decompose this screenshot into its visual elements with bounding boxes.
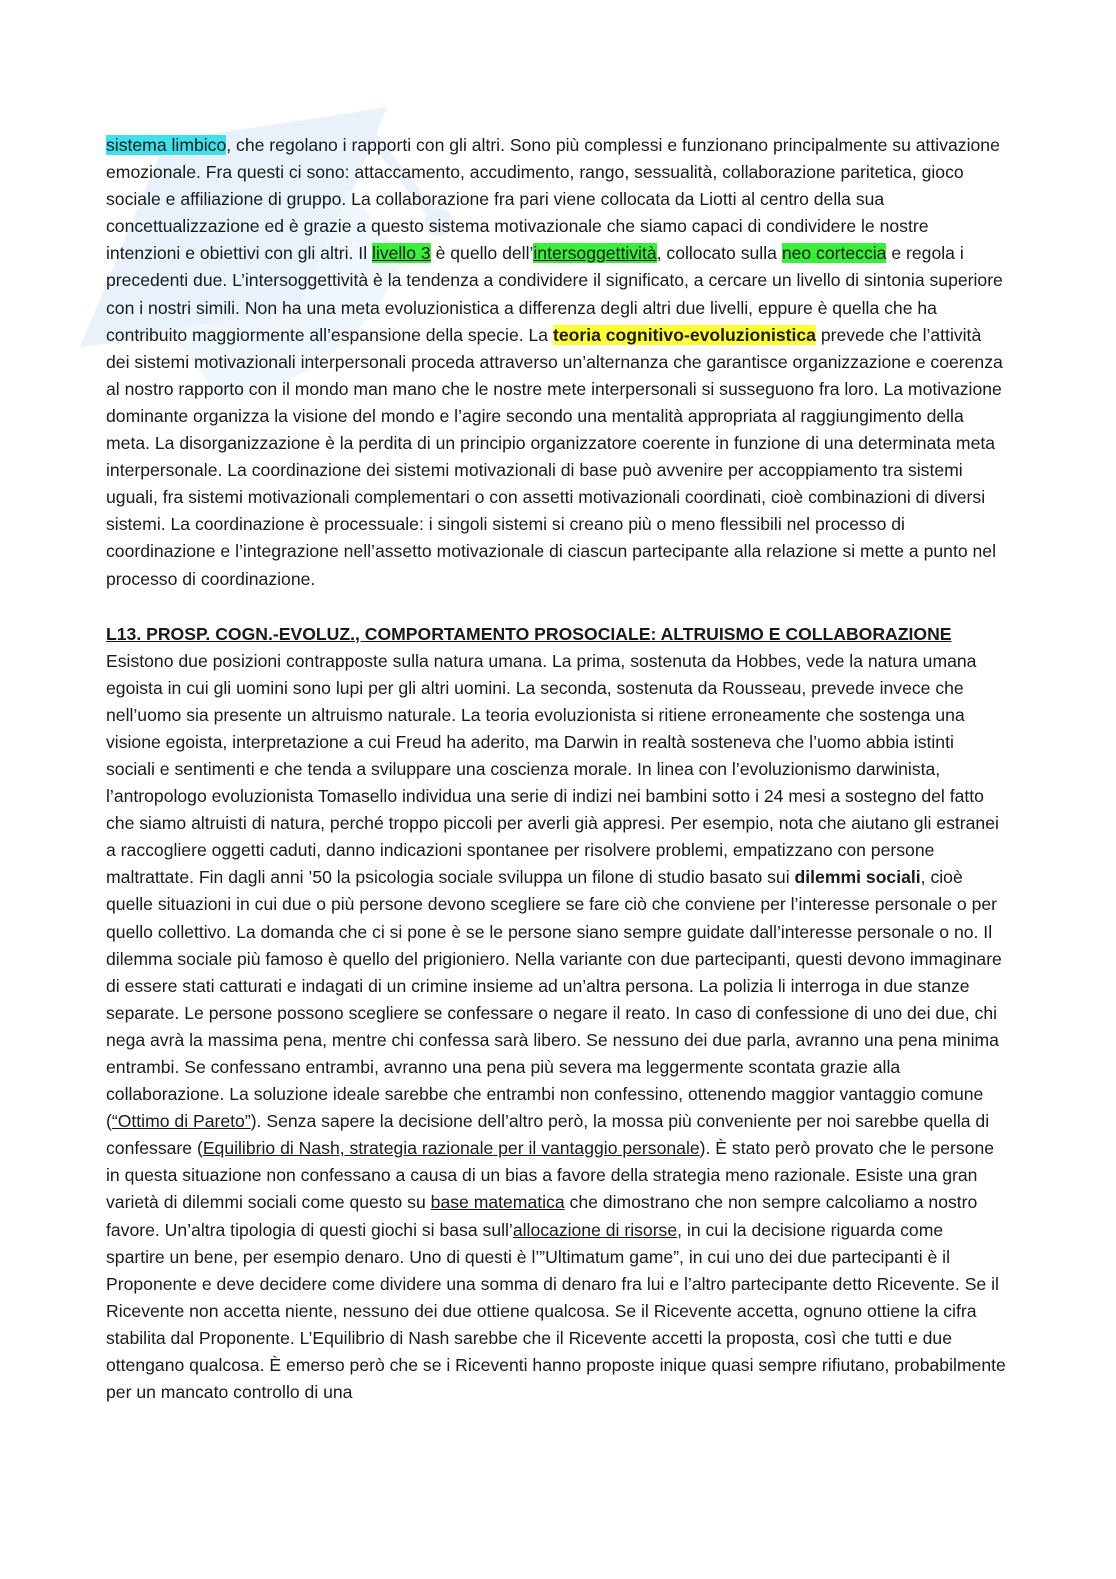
underline-base-matematica: base matematica xyxy=(430,1192,565,1213)
underline-ottimo-di-pareto: “Ottimo di Pareto” xyxy=(111,1111,251,1132)
bold-dilemmi-sociali: dilemmi sociali xyxy=(794,867,921,888)
paragraph-motivational-systems: sistema limbico, che regolano i rapporti con gli altri. Sono più complessi e funzionano principalmente su attivazione emozionale. Fra questi ci sono: attaccamento, accudimento, rango, sessualità, collaborazione paritetica, gioco sociale e affiliazione di gruppo. La collaborazione fra pari viene collocata da Liotti al centro della sua concettualizzazione ed è grazie a questo sistema motivazionale che siamo capaci di condividere le nostre intenzioni e obiettivi con gli altri. Il livello 3 è quello dell’intersoggettività, collocato sulla neo corteccia e regola i precedenti due. L’intersoggettività è la tendenza a condividere il significato, a cercare un livello di sintonia superiore con i nostri simili. Non ha una meta evoluzionistica a differenza degli altri due livelli, eppure è quella che ha contribuito maggiormente all’espansione della specie. La teoria cognitivo-evoluzionistica prevede che l’attività dei sistemi motivazionali interpersonali proceda attraverso un’alternanza che garantisce organizzazione e coerenza al nostro rapporto con il mondo man mano che le nostre mete interpersonali si susseguono fra loro. La motivazione dominante organizza la visione del mondo e l’agire secondo una mentalità appropriata al raggiungimento della meta. La disorganizzazione è la perdita di un principio organizzatore coerente in funzione di una determinata meta interpersonale. La coordinazione dei sistemi motivazionali di base può avvenire per accoppiamento tra sistemi uguali, fra sistemi motivazionali complementari o con assetti motivazionali coordinati, cioè combinazioni di diversi sistemi. La coordinazione è processuale: i singoli sistemi si creano più o meno flessibili nel processo di coordinazione e l’integrazione nell’assetto motivazionale di ciascun partecipante alla relazione si mette a punto nel processo di coordinazione. xyxy=(106,135,1003,589)
underline-allocazione-di-risorse: allocazione di risorse xyxy=(512,1219,678,1240)
section-heading-l13: L13. PROSP. COGN.-EVOLUZ., COMPORTAMENTO PROSOCIALE: ALTRUISMO E COLLABORAZIONE xyxy=(106,623,952,644)
paragraph-prosocial-behaviour: Esistono due posizioni contrapposte sulla natura umana. La prima, sostenuta da Hobbes, vede la natura umana egoista in cui gli uomini sono lupi per gli altri uomini. La seconda, sostenuta da Rousseau, prevede invece che nell’uomo sia presente un altruismo naturale. La teoria evoluzionista si ritiene erroneamente che sostenga una visione egoista, interpretazione a cui Freud ha aderito, ma Darwin in realtà sosteneva che l’uomo abbia istinti sociali e sentimenti e che tenda a sviluppare una coscienza morale. In linea con l’evoluzionismo darwinista, l’antropologo evoluzionista Tomasello individua una serie di indizi nei bambini sotto i 24 mesi a sostegno del fatto che siamo altruisti di natura, perché troppo piccoli per averli già appresi. Per esempio, nota che aiutano gli estranei a raccogliere oggetti caduti, danno indicazioni spontanee per risolvere problemi, empatizzano con persone maltrattate. Fin dagli anni ’50 la psicologia sociale sviluppa un filone di studio basato sui dilemmi sociali, cioè quelle situazioni in cui due o più persone devono scegliere se fare ciò che conviene per l’interesse personale o per quello collettivo. La domanda che ci si pone è se le persone siano sempre guidate dall’interesse personale o no. Il dilemma sociale più famoso è quello del prigioniero. Nella variante con due partecipanti, questi devono immaginare di essere stati catturati e indagati di un crimine insieme ad un’altra persona. La polizia li interroga in due stanze separate. Le persone possono scegliere se confessare o negare il reato. In caso di confessione di uno dei due, chi nega avrà la massima pena, mentre chi confessa sarà libero. Se nessuno dei due parla, avranno una pena minima entrambi. Se confessano entrambi, avranno una pena più severa ma leggermente scontata grazie alla collaborazione. La soluzione ideale sarebbe che entrambi non confessino, ottenendo maggior vantaggio comune (“Ottimo di Pareto”). Senza sapere la decisione dell’altro però, la mossa più conveniente per noi sarebbe quella di confessare (Equilibrio di Nash, strategia razionale per il vantaggio personale). È stato però provato che le persone in questa situazione non confessano a causa di un bias a favore della strategia meno razionale. Esiste una gran varietà di dilemmi sociali come questo su base matematica che dimostrano che non sempre calcoliamo a nostro favore. Un’altra tipologia di questi giochi si basa sull’allocazione di risorse, in cui la decisione riguarda come spartire un bene, per esempio denaro. Uno di questi è l’”Ultimatum game”, in cui uno dei due partecipanti è il Proponente e deve decidere come dividere una somma di denaro fra lui e l’altro partecipante detto Ricevente. Se il Ricevente non accetta niente, nessuno dei due ottiene qualcosa. Se il Ricevente accetta, ognuno ottiene la cifra stabilita dal Proponente. L’Equilibrio di Nash sarebbe che il Ricevente accetti la proposta, così che tutti e due ottengano qualcosa. È emerso però che se i Riceventi hanno proposte inique quasi sempre rifiutano, probabilmente per un mancato controllo di una xyxy=(106,650,1006,1403)
highlight-intersoggettivita: intersoggettività xyxy=(533,243,657,264)
document-page xyxy=(106,132,1006,1406)
underline-equilibrio-di-nash: Equilibrio di Nash, strategia razionale per il vantaggio personale xyxy=(202,1138,700,1159)
highlight-sistema-limbico: sistema limbico xyxy=(106,135,227,155)
highlight-teoria-cognitivo-evoluzionistica: teoria cognitivo-evoluzionistica xyxy=(552,324,816,345)
highlight-neo-corteccia: neo corteccia xyxy=(781,243,887,264)
highlight-livello-3: livello 3 xyxy=(372,243,431,264)
